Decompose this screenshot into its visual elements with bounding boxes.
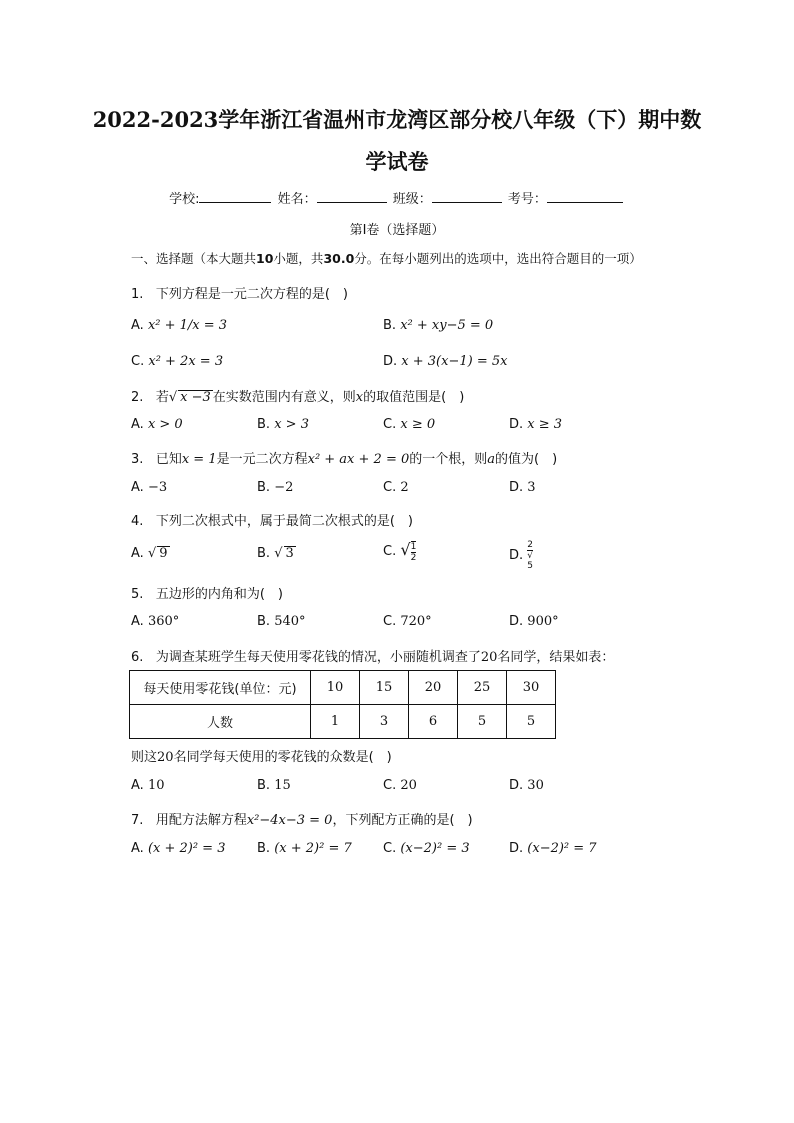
name-blank[interactable]	[317, 189, 387, 203]
option-label: A.	[131, 778, 144, 793]
part-instructions	[131, 249, 642, 267]
stem-equation: x²−4x−3 = 0	[246, 813, 333, 828]
option-text: (x−2)² = 3	[400, 841, 470, 856]
numerator: 2	[527, 540, 534, 550]
option-text: x > 0	[147, 417, 183, 432]
denominator-radicand: 5	[527, 561, 534, 571]
option-label: C.	[383, 544, 397, 559]
question-6	[131, 646, 614, 665]
option-text: x ≥ 3	[527, 417, 563, 432]
table-header-cell: 每天使用零花钱(单位：元)	[130, 671, 311, 705]
question-2	[131, 386, 464, 405]
stem-text: 则这	[131, 750, 158, 765]
radical-sign: √	[147, 546, 157, 561]
question-7	[131, 809, 473, 828]
denominator: 2	[410, 552, 417, 563]
question-number: 1.	[131, 287, 144, 302]
pocket-money-table	[129, 670, 556, 739]
table-cell: 10	[311, 671, 360, 705]
q7-option-b[interactable]	[257, 841, 352, 856]
table-cell: 20	[409, 671, 458, 705]
question-4	[131, 510, 413, 529]
question-1	[131, 283, 348, 302]
exam-no-blank[interactable]	[547, 189, 623, 203]
table-cell: 6	[409, 705, 458, 739]
radicand: 9	[159, 546, 168, 561]
school-blank[interactable]	[199, 189, 271, 203]
question-number: 3.	[131, 452, 144, 467]
q5-option-c[interactable]	[383, 614, 432, 629]
section-title: 第I卷（选择题）	[349, 223, 445, 238]
q6-option-a[interactable]	[131, 778, 164, 793]
option-text: 540°	[274, 614, 306, 629]
stem-text: 名同学每天使用的零花钱的众数是( )	[173, 750, 392, 765]
question-stem: 下列方程是一元二次方程的是( )	[155, 287, 348, 302]
table-header-cell: 人数	[130, 705, 311, 739]
q2-option-c[interactable]	[383, 417, 435, 432]
total-score: 30.0	[323, 251, 355, 266]
table-cell: 1	[311, 705, 360, 739]
option-text: −3	[147, 480, 168, 495]
stem-text: 的取值范围是( )	[363, 390, 465, 405]
stem-text: ，下列配方正确的是( )	[332, 813, 473, 828]
option-text: 360°	[147, 614, 180, 629]
question-5	[131, 583, 283, 602]
radical-sign: √	[400, 540, 411, 559]
stem-text: 用配方法解方程	[155, 813, 247, 828]
q5-option-a[interactable]	[131, 614, 179, 629]
option-label: C.	[383, 614, 397, 629]
stem-text: 名同学，结果如表：	[497, 650, 615, 665]
option-label: A.	[131, 841, 144, 856]
option-label: D.	[509, 841, 524, 856]
option-text: 2	[400, 480, 409, 495]
option-label: D.	[509, 778, 524, 793]
option-text: (x−2)² = 7	[527, 841, 597, 856]
exam-title-line2: 学试卷	[365, 149, 429, 174]
option-label: C.	[383, 417, 397, 432]
question-number: 2.	[131, 390, 144, 405]
school-label: 学校:	[169, 192, 200, 207]
option-label: D.	[509, 548, 524, 563]
option-text: x² + 1/x = 3	[147, 318, 228, 333]
q1-option-d[interactable]	[383, 354, 507, 369]
q1-option-c[interactable]	[131, 354, 223, 369]
part-lead: 一、选择题（本大题共	[131, 251, 257, 266]
option-label: B.	[383, 318, 397, 333]
student-info-line	[0, 188, 794, 207]
radicand: 3	[285, 546, 294, 561]
name-label: 姓名：	[277, 192, 317, 207]
q7-option-a[interactable]	[131, 841, 225, 856]
option-text: 900°	[527, 614, 559, 629]
option-label: D.	[509, 417, 524, 432]
q3-option-c[interactable]	[383, 480, 409, 495]
part-tail: 分。在每小题列出的选项中，选出符合题目的一项）	[354, 251, 642, 266]
option-text: 20	[400, 778, 417, 793]
q3-option-b[interactable]	[257, 480, 293, 495]
table-cell: 3	[360, 705, 409, 739]
option-text: 720°	[400, 614, 432, 629]
option-label: B.	[257, 417, 271, 432]
table-row	[130, 705, 556, 739]
question-count: 10	[256, 251, 274, 266]
q7-option-c[interactable]	[383, 841, 470, 856]
option-text: (x + 2)² = 7	[274, 841, 352, 856]
option-text: x² + 2x = 3	[148, 354, 224, 369]
question-3	[131, 448, 557, 467]
option-label: C.	[383, 480, 397, 495]
table-cell: 5	[458, 705, 507, 739]
table-row	[130, 671, 556, 705]
q7-option-d[interactable]	[509, 841, 597, 856]
radical-sign: √	[274, 546, 283, 561]
option-label: B.	[257, 480, 271, 495]
table-cell: 25	[458, 671, 507, 705]
table-cell: 5	[507, 705, 556, 739]
q5-option-d[interactable]	[509, 614, 559, 629]
q2-option-d[interactable]	[509, 417, 562, 432]
stem-text: 已知	[155, 452, 182, 467]
table-cell: 30	[507, 671, 556, 705]
q2-option-a[interactable]	[131, 417, 183, 432]
option-label: D.	[509, 614, 524, 629]
option-label: A.	[131, 546, 144, 561]
stem-text: 是一元二次方程	[216, 452, 308, 467]
stem-number: 20	[157, 750, 174, 765]
q2-option-b[interactable]	[257, 417, 309, 432]
stem-text: 为调查某班学生每天使用零花钱的情况，小丽随机调查了	[155, 650, 481, 665]
option-text: 10	[147, 778, 165, 793]
question-number: 4.	[131, 514, 144, 529]
stem-text: 在实数范围内有意义，则	[212, 390, 356, 405]
stem-equation: x = 1	[181, 452, 217, 467]
question-number: 7.	[131, 813, 144, 828]
option-text: 30	[527, 778, 544, 793]
class-label: 班级：	[392, 192, 432, 207]
option-text: −2	[274, 480, 294, 495]
stem-number: 20	[480, 650, 498, 665]
option-label: C.	[383, 841, 397, 856]
q1-option-a[interactable]	[131, 318, 227, 333]
q6-option-d[interactable]	[509, 778, 544, 793]
option-label: A.	[131, 318, 144, 333]
q1-option-b[interactable]	[383, 318, 493, 333]
q4-option-a[interactable]	[131, 546, 170, 561]
q4-option-d[interactable]	[509, 540, 533, 571]
denominator: √ 5	[527, 551, 534, 571]
q6-option-c[interactable]	[383, 778, 417, 793]
question-stem: 五边形的内角和为( )	[155, 587, 283, 602]
option-label: A.	[131, 417, 144, 432]
option-label: D.	[383, 354, 398, 369]
question-6-followup	[131, 746, 392, 765]
radical-sign: √	[168, 390, 178, 405]
fraction	[411, 541, 417, 563]
option-label: B.	[257, 614, 271, 629]
option-label: B.	[257, 841, 271, 856]
option-label: B.	[257, 546, 271, 561]
option-text: x > 3	[274, 417, 309, 432]
exam-no-label: 考号：	[507, 192, 547, 207]
exam-title-line1: 2022-2023学年浙江省温州市龙湾区部分校八年级（下）期中数	[92, 107, 702, 132]
option-text: 15	[274, 778, 291, 793]
q4-option-c[interactable]	[383, 540, 416, 563]
table-cell: 15	[360, 671, 409, 705]
stem-text: 的值为( )	[495, 452, 558, 467]
option-text: x + 3(x−1) = 5x	[401, 354, 508, 369]
question-number: 6.	[131, 650, 144, 665]
stem-equation: x² + ax + 2 = 0	[307, 452, 410, 467]
option-text: 3	[527, 480, 536, 495]
question-stem: 下列二次根式中，属于最简二次根式的是( )	[155, 514, 413, 529]
q3-option-d[interactable]	[509, 480, 536, 495]
radicand: x −3	[180, 390, 211, 405]
question-number: 5.	[131, 587, 144, 602]
option-label: C.	[131, 354, 145, 369]
option-label: B.	[257, 778, 271, 793]
q3-option-a[interactable]	[131, 480, 167, 495]
stem-variable: x	[355, 390, 364, 405]
class-blank[interactable]	[432, 189, 502, 203]
option-label: D.	[509, 480, 524, 495]
option-label: A.	[131, 614, 144, 629]
stem-text: 若	[155, 390, 169, 405]
stem-text: 的一个根，则	[409, 452, 488, 467]
option-label: C.	[383, 778, 397, 793]
q4-option-b[interactable]	[257, 546, 296, 561]
q5-option-b[interactable]	[257, 614, 306, 629]
numerator: 1	[410, 541, 417, 552]
part-mid: 小题，共	[273, 251, 324, 266]
option-text: x ≥ 0	[400, 417, 436, 432]
fraction	[527, 540, 533, 571]
option-text: (x + 2)² = 3	[147, 841, 226, 856]
option-text: x² + xy−5 = 0	[400, 318, 494, 333]
option-label: A.	[131, 480, 144, 495]
stem-variable: a	[487, 452, 496, 467]
q6-option-b[interactable]	[257, 778, 291, 793]
